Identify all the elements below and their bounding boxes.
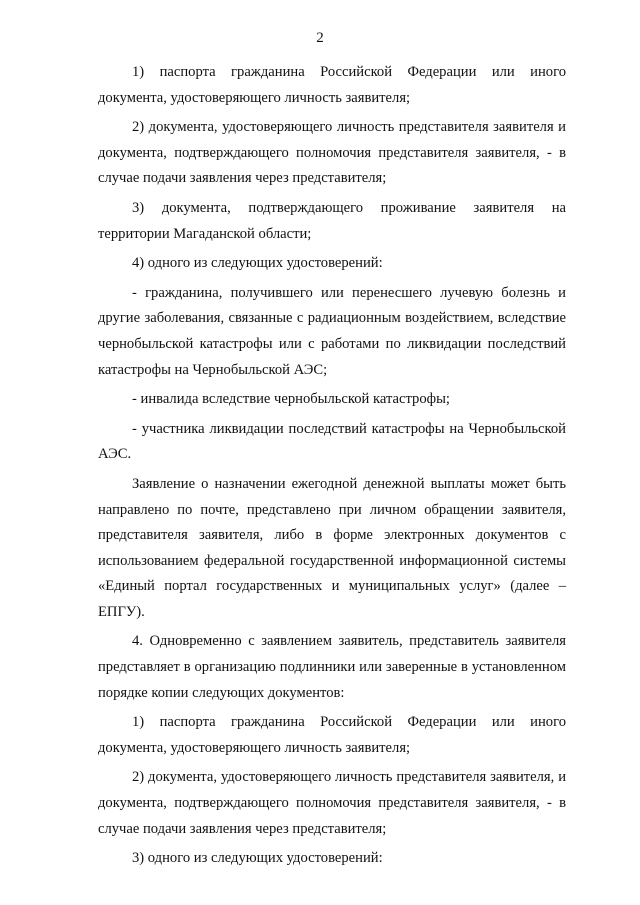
paragraph-liquidation-participant: - участника ликвидации последствий катастрофы на Чернобыльской АЭС. (98, 420, 566, 463)
paragraph-section-4: 4. Одновременно с заявлением заявитель, представитель заявителя представляет в организацию подлинники или заверенные в установленном порядке копии следующих документов: (98, 633, 566, 701)
page-number: 2 (316, 30, 324, 46)
paragraph-certificates-intro-2: 3) одного из следующих удостоверений: (132, 850, 383, 867)
document-body (98, 60, 566, 876)
paragraph-certificates-intro: 4) одного из следующих удостоверений: (132, 255, 383, 272)
paragraph-disabled-person: - инвалида вследствие чернобыльской катастрофы; (132, 391, 450, 408)
paragraph-submission-methods: Заявление о назначении ежегодной денежной выплаты может быть направлено по почте, представлено при личном обращении заявителя, представителя заявителя, либо в форме электронных документов с использованием федеральной государственной информационной системы «Единый портал государственных и муниципальных услуг» (далее – ЕПГУ). (98, 475, 566, 620)
paragraph-residence-proof: 3) документа, подтверждающего проживание заявителя на территории Магаданской области; (98, 199, 566, 242)
paragraph-passport-applicant-2: 1) паспорта гражданина Российской Федерации или иного документа, удостоверяющего личность заявителя; (98, 714, 566, 756)
paragraph-radiation-illness: - гражданина, получившего или перенесшего лучевую болезнь и другие заболевания, связанные с радиационным воздействием, вследствие чернобыльской катастрофы или с работами по ликвидации последствий катастрофы на Чернобыльской АЭС; (98, 284, 566, 378)
paragraph-passport-applicant: 1) паспорта гражданина Российской Федерации или иного документа, удостоверяющего личность заявителя; (98, 64, 566, 106)
paragraph-representative-id: 2) документа, удостоверяющего личность представителя заявителя и документа, подтверждающего полномочия представителя заявителя, - в случае подачи заявления через представителя; (98, 119, 566, 187)
paragraph-representative-id-2: 2) документа, удостоверяющего личность представителя заявителя, и документа, подтверждающего полномочия представителя заявителя, - в случае подачи заявления через представителя; (98, 769, 566, 837)
